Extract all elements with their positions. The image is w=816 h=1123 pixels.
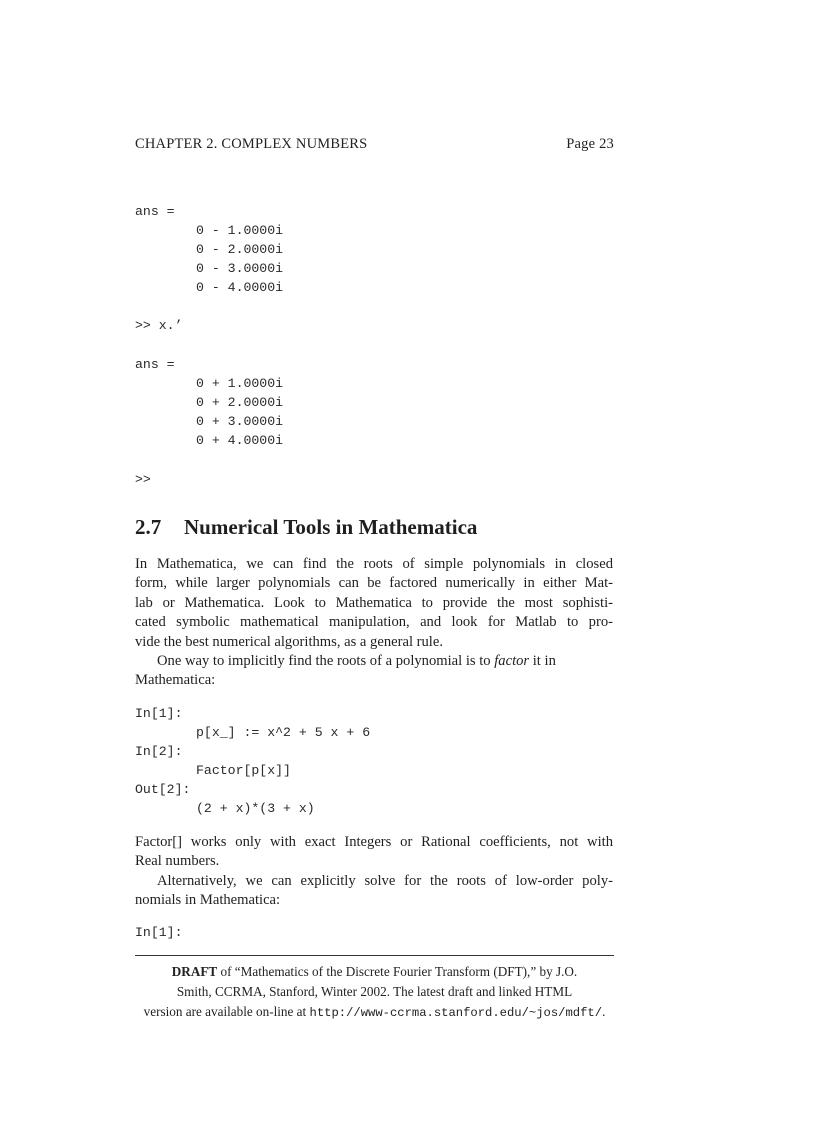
- text-line: form, while larger polynomials can be factored numerically in either Mat-: [135, 575, 613, 592]
- footer-line: [135, 1002, 614, 1023]
- footer-rule: [135, 955, 614, 956]
- paragraph: [135, 872, 613, 911]
- code-line: 0 - 3.0000i: [196, 261, 284, 276]
- text-line: [135, 652, 613, 671]
- text-line: [135, 872, 613, 891]
- code-line: 0 + 1.0000i: [196, 376, 284, 391]
- text-line: In Mathematica, we can find the roots of simple polynomials in closed: [135, 556, 613, 572]
- paragraph: [135, 833, 613, 872]
- code-line: >> x.’: [135, 318, 183, 333]
- section-heading: [135, 515, 477, 540]
- text-run: One way to implicitly find the roots of a polynomial is to: [157, 653, 495, 669]
- text-line: Factor[] works only with exact Integers or Rational coefficients, not with: [135, 834, 613, 850]
- text-line: vide the best numerical algorithms, as a general rule.: [135, 633, 443, 650]
- code-line: p[x_] := x^2 + 5 x + 6: [196, 725, 371, 740]
- code-line: 0 + 2.0000i: [196, 395, 284, 410]
- code-line: ans =: [135, 357, 175, 372]
- text-line: cated symbolic mathematical manipulation, and look for Matlab to pro-: [135, 614, 613, 631]
- text-run: it in: [529, 653, 556, 669]
- code-line: 0 - 4.0000i: [196, 280, 284, 295]
- footer-url-link[interactable]: http://www-ccrma.stanford.edu/~jos/mdft/: [309, 1006, 603, 1020]
- text-line: Real numbers.: [135, 853, 220, 870]
- paragraph: [135, 652, 613, 691]
- text-line: nomials in Mathematica:: [135, 892, 281, 909]
- text-run: of “Mathematics of the Discrete Fourier Transform (DFT),” by J.O.: [217, 964, 578, 979]
- page-number: Page 23: [566, 136, 614, 152]
- code-line: 0 - 1.0000i: [196, 223, 284, 238]
- code-line: In[1]:: [135, 706, 183, 721]
- code-line: In[1]:: [135, 925, 183, 940]
- footer-note: [135, 962, 614, 1023]
- code-line: 0 - 2.0000i: [196, 242, 284, 257]
- text-line: lab or Mathematica. Look to Mathematica to provide the most sophisti-: [135, 594, 613, 611]
- code-line: 0 + 4.0000i: [196, 433, 284, 448]
- draft-label: DRAFT: [171, 964, 218, 979]
- text-run: .: [602, 1004, 606, 1019]
- code-line: 0 + 3.0000i: [196, 414, 284, 429]
- text-run: Alternatively, we can explicitly solve for the roots of low-order poly-: [157, 873, 613, 889]
- chapter-title: CHAPTER 2. COMPLEX NUMBERS: [135, 136, 368, 152]
- code-line: Factor[p[x]]: [196, 763, 291, 778]
- text-run: version are available on-line at: [143, 1004, 310, 1019]
- code-line: (2 + x)*(3 + x): [196, 801, 315, 816]
- footer-line: [135, 962, 614, 982]
- emphasis: factor: [494, 653, 530, 669]
- running-header: [135, 136, 614, 154]
- section-number: 2.7: [135, 515, 162, 539]
- paragraph: [135, 555, 613, 652]
- code-line: ans =: [135, 204, 175, 219]
- text-line: Mathematica:: [135, 672, 216, 689]
- footer-line: Smith, CCRMA, Stanford, Winter 2002. The latest draft and linked HTML: [176, 984, 573, 999]
- code-line: Out[2]:: [135, 782, 191, 797]
- code-line: >>: [135, 472, 151, 487]
- code-line: In[2]:: [135, 744, 183, 759]
- section-title: Numerical Tools in Mathematica: [184, 515, 478, 539]
